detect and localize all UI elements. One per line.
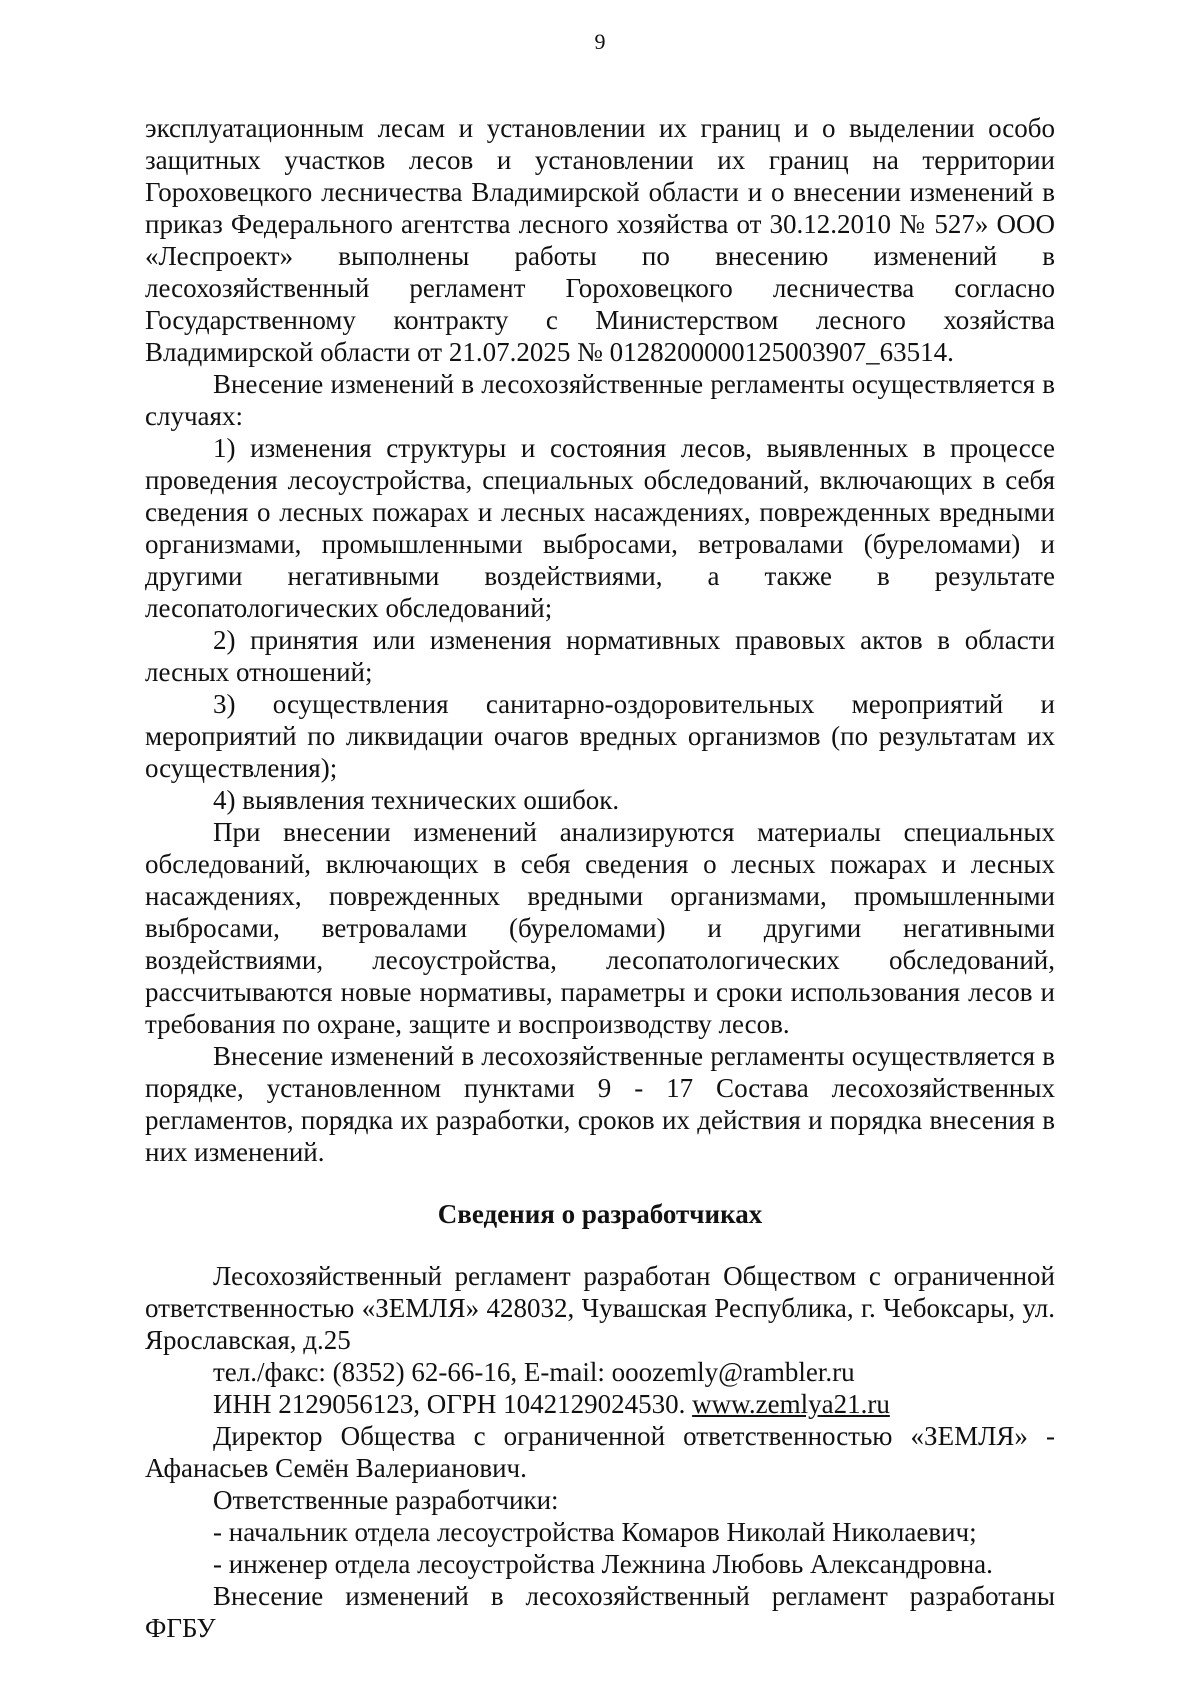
list-item-case-1: 1) изменения структуры и состояния лесов, выявленных в процессе проведения лесоустройства, специальных обследований, включающих в себя сведения о лесных пожарах и лесных насаждениях, поврежденных вредными организмами, промышленными выбросами, ветровалами (буреломами) и другими негативными воздействиями, а также в результате лесопатологических обследований; [145, 433, 1055, 623]
closing-line: Внесение изменений в лесохозяйственный регламент разработаны ФГБУ [145, 1581, 1055, 1643]
developer-intro: Лесохозяйственный регламент разработан Обществом с ограниченной ответственностью «ЗЕМЛЯ» 428032, Чувашская Республика, г. Чебоксары, ул. Ярославская, д.25 [145, 1261, 1055, 1355]
responsible-label: Ответственные разработчики: [213, 1485, 559, 1515]
paragraph-amendment-cases: Внесение изменений в лесохозяйственные регламенты осуществляется в случаях: [145, 369, 1055, 431]
document-body [145, 112, 1055, 1644]
responsible-item: - инженер отдела лесоустройства Лежнина Любовь Александровна. [213, 1549, 993, 1579]
list-item-case-4: 4) выявления технических ошибок. [213, 785, 620, 815]
paragraph-procedure: Внесение изменений в лесохозяйственные регламенты осуществляется в порядке, установленном пунктами 9 - 17 Состава лесохозяйственных регламентов, порядка их разработки, сроков их действия и порядка внесения в них изменений. [145, 1041, 1055, 1167]
section-heading-developers: Сведения о разработчиках [437, 1199, 763, 1229]
responsible-item: - начальник отдела лесоустройства Комаров Николай Николаевич; [213, 1517, 977, 1547]
website-link[interactable]: www.zemlya21.ru [692, 1389, 890, 1419]
developer-registry [145, 1388, 1055, 1420]
list-item-case-3: 3) осуществления санитарно-оздоровительных мероприятий и мероприятий по ликвидации очагов вредных организмов (по результатам их осуществления); [145, 689, 1055, 783]
paragraph-analysis: При внесении изменений анализируются материалы специальных обследований, включающих в себя сведения о лесных пожарах и лесных насаждениях, поврежденных вредными организмами, промышленными выбросами, ветровалами (буреломами) и другими негативными воздействиями, лесоустройства, лесопатологических обследований, рассчитываются новые нормативы, параметры и сроки использования лесов и требования по охране, защите и воспроизводству лесов. [145, 817, 1055, 1039]
page-number: 9 [594, 29, 606, 54]
list-item-case-2: 2) принятия или изменения нормативных правовых актов в области лесных отношений; [145, 625, 1055, 687]
paragraph-continuation: эксплуатационным лесам и установлении их границ и о выделении особо защитных участков лесов и установлении их границ на территории Гороховецкого лесничества Владимирской области и о внесении изменений в приказ Федерального агентства лесного хозяйства от 30.12.2010 № 527» ООО «Леспроект» выполнены работы по внесению изменений в лесохозяйственный регламент Гороховецкого лесничества согласно Государственному контракту с Министерством лесного хозяйства Владимирской области от 21.07.2025 № 0128200000125003907_63514. [145, 113, 1055, 367]
registry-text: ИНН 2129056123, ОГРН 1042129024530. [213, 1389, 693, 1419]
developer-director: Директор Общества с ограниченной ответственностью «ЗЕМЛЯ» - Афанасьев Семён Валерианович. [145, 1421, 1055, 1483]
developer-contacts: тел./факс: (8352) 62-66-16, E-mail: ooozemly@rambler.ru [213, 1357, 855, 1387]
